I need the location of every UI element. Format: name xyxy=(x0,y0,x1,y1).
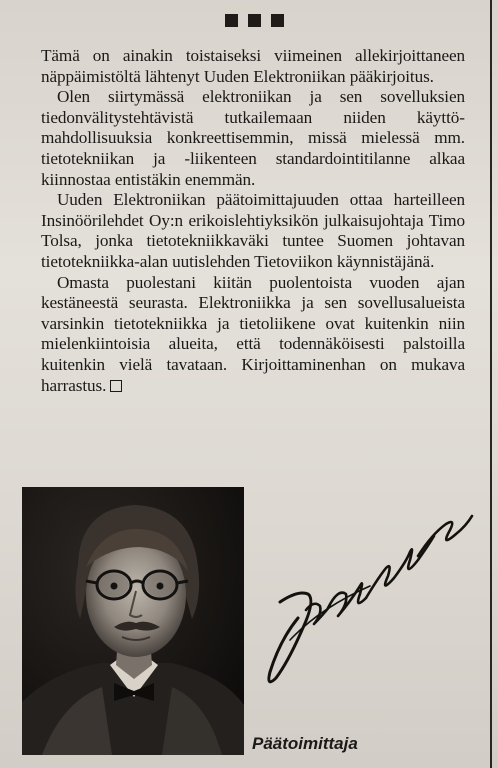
handwritten-signature xyxy=(250,490,490,730)
end-square-icon xyxy=(110,380,122,392)
paragraph-3: Uuden Elektroniikan päätoimittajuuden ottaa harteilleen Insinöörilehdet Oy:n erikoislehtiyksikön julkaisujohtaja Timo Tolsa, jonka tietotekniikkaväki tuntee Suomen johtavan tietotekniikka-alan uutislehden Tietoviikon käynnistäjänä. xyxy=(41,190,465,271)
column-rule xyxy=(490,0,492,768)
caption-editor-title: Päätoimittaja xyxy=(252,734,358,753)
signature-scribble xyxy=(250,490,490,730)
paragraph-2: Olen siirtymässä elektroniikan ja sen sovelluksien tiedonvälitystehtävistä tutkailemaan niiden käyttömahdollisuuksia konkreettisemmin, missä mielessä mm. tietotekniikan ja -liikenteen standardointitilanne alkaa kiinnostaa entistäkin enemmän. xyxy=(41,87,465,189)
paragraph-1: Tämä on ainakin toistaiseksi viimeinen allekirjoittaneen näppäimistöltä lähtenyt Uuden Elektroniikan pääkirjoitus. xyxy=(41,46,465,86)
section-ornament xyxy=(225,14,284,27)
paragraph-4-text: Omasta puolestani kiitän puolentoista vuoden ajan kestäneestä seurasta. Elektroniikka ja sen sovellusalueista varsinkin tietotekniikka ja tietoliikene ovat kuitenkin niin mielenkiintoisia alueita, että todennäköisesti palstoilla kuitenkin vielä tavataan. Kirjoittaminenhan on mukava harrastus. xyxy=(41,272,465,395)
ornament-square-icon xyxy=(271,14,284,27)
ornament-square-icon xyxy=(225,14,238,27)
editor-portrait-photo xyxy=(22,487,244,755)
editorial-body xyxy=(41,46,465,396)
paragraph-4 xyxy=(41,273,465,397)
portrait-illustration xyxy=(22,487,244,755)
ornament-square-icon xyxy=(248,14,261,27)
